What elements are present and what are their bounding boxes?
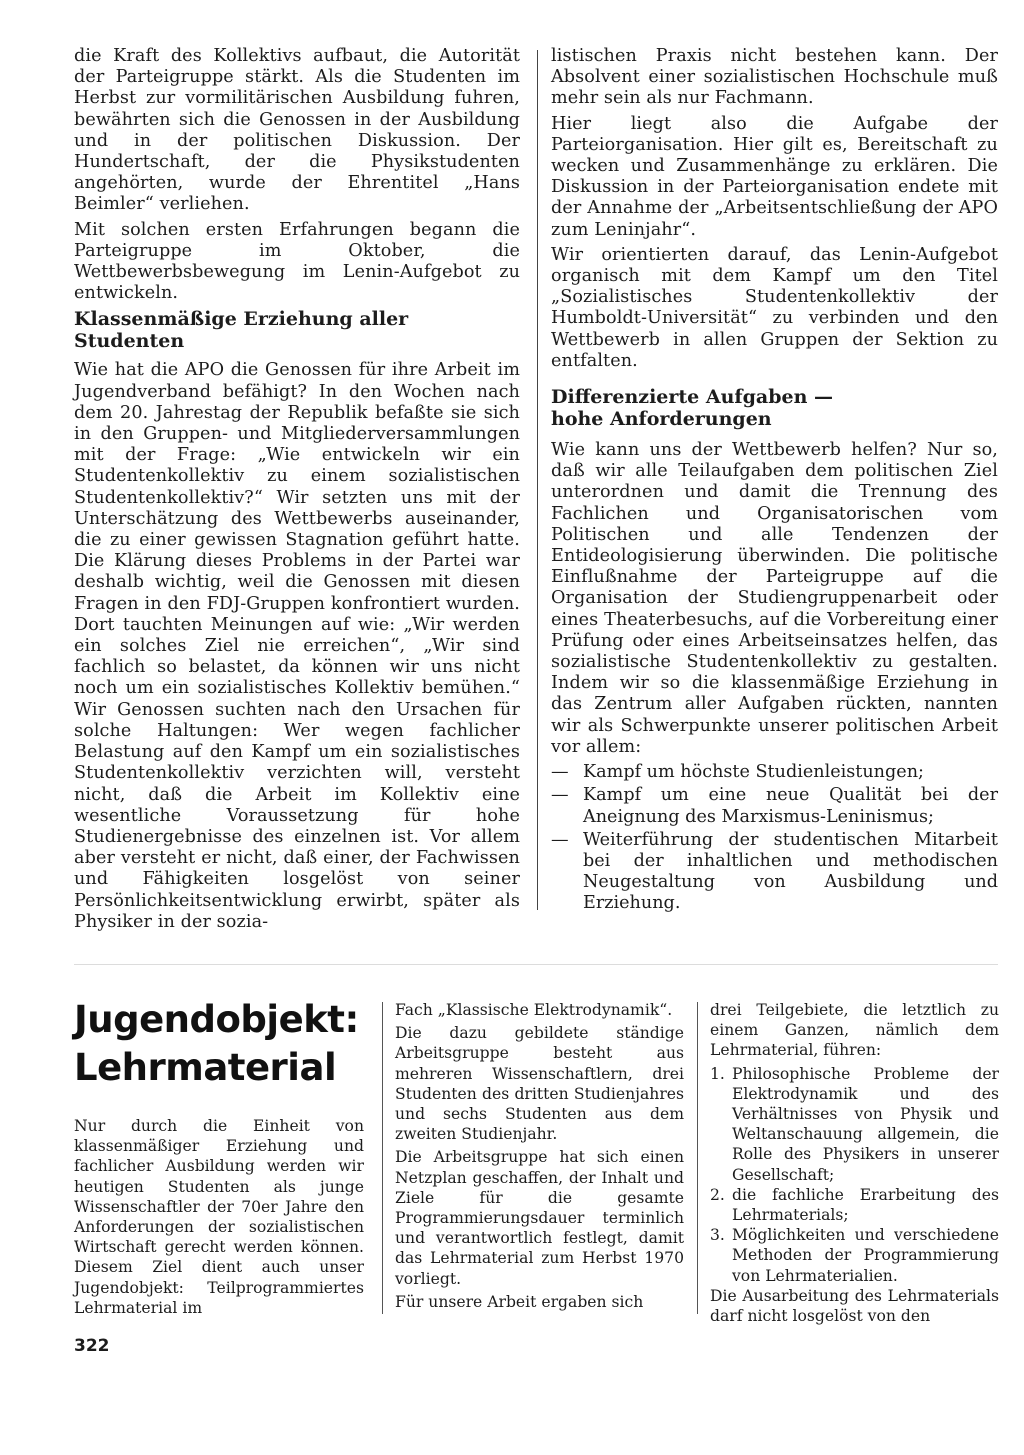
dash-bullet: — — [551, 762, 569, 783]
paragraph: die Kraft des Kollektivs aufbaut, die Autorität der Parteigruppe stärkt. Als die Studenten im Herbst zur vormilitärischen Ausbildung fuhren, bewährten sich die Genossen in der Ausbildung und in der politischen Diskussion. Der Hundertschaft, der die Physikstudenten angehörten, wurde der Ehrentitel „Hans Beimler“ verliehen. — [74, 46, 520, 215]
list-item — [710, 1185, 999, 1225]
section-heading: Klassenmäßige Erziehung aller Studenten — [74, 308, 409, 353]
column-divider — [537, 50, 538, 910]
list-item-text: Kampf um eine neue Qualität bei der Aneignung des Marxismus-Leninismus; — [583, 785, 998, 827]
list-item-text: Philosophische Probleme der Elektrodynamik und des Verhältnisses von Physik und Weltanschauung allgemein, die Rolle des Physikers in unserer Gesellschaft; — [732, 1064, 999, 1184]
paragraph: Wir orientierten darauf, das Lenin-Aufgebot organisch mit dem Kampf um den Titel „Sozialistisches Studentenkollektiv der Humboldt-Universität“ zu verbinden und den Wettbewerb in allen Gruppen der Sektion zu entfalten. — [551, 244, 998, 371]
list-item-text: Möglichkeiten und verschiedene Methoden der Programmierung von Lehrmaterialien. — [732, 1226, 999, 1285]
paragraph: Nur durch die Einheit von klassenmäßiger Erziehung und fachlicher Ausbildung werden wir heutigen Studenten als junge Wissenschaftler der 70er Jahre den Anforderungen der sozialistischen Wirtschaft gerecht werden können. Diesem Ziel dient auch unser Jugendobjekt: Teilprogrammiertes Lehrmaterial im — [74, 1117, 364, 1317]
paragraph: Hier liegt also die Aufgabe der Parteiorganisation. Hier gilt es, Bereitschaft zu wecken und Zusammenhänge zu erklären. Die Diskussion in der Parteiorganisation endete mit der Annahme der „Arbeitsentschließung der APO zum Leninjahr“. — [551, 113, 998, 240]
paragraph: Die Arbeitsgruppe hat sich einen Netzplan geschaffen, der Inhalt und Ziele für die gesamte Programmierungsdauer terminlich und verantwortlich festlegt, damit das Lehrmaterial zum Herbst 1970 vorliegt. — [395, 1148, 684, 1288]
headline-line: Jugendobjekt: — [74, 998, 359, 1041]
section-heading-line: Differenzierte Aufgaben — — [551, 386, 834, 409]
dash-bullet: — — [551, 785, 569, 806]
list-number: 3. — [710, 1226, 725, 1245]
paragraph: Wie hat die APO die Genossen für ihre Arbeit im Jugendverband befähigt? In den Wochen nach dem 20. Jahrestag der Republik befaßte sie sich in den Gruppen- und Mitgliederversammlungen mit der Frage: „Wie entwickeln wir ein Studentenkollektiv zu einem sozialistischen Studentenkollektiv?“ Wir setzten uns mit der Unterschätzung des Wettbewerbs auseinander, die zu einer gewissen Stagnation geführt hatte. Die Klärung dieses Problems in der Partei war deshalb wichtig, weil die Genossen mit diesen Fragen in den FDJ-Gruppen konfrontiert wurden. Dort tauchten Meinungen auf wie: „Wir werden ein solches Ziel nie erreichen“, „Wir sind fachlich so belastet, da können wir uns nicht noch um ein sozialistisches Kollektiv bemühen.“ Wir Genossen suchten nach den Ursachen für solche Haltungen: Wer wegen fachlicher Belastung auf den Kampf um ein sozialistisches Studentenkollektiv verzichten will, versteht nicht, daß die Arbeit im Kollektiv eine wesentliche Voraussetzung für hohe Studienergebnisse des einzelnen ist. Vor allem aber versteht er nicht, daß einer, der Fachwissen und Fähigkeiten losgelöst von seiner Persönlichkeitsentwicklung erwirbt, später als Physiker in der sozia- — [74, 360, 520, 932]
list-item — [710, 1225, 999, 1286]
list-item-text: Weiterführung der studentischen Mitarbeit bei der inhaltlichen und methodischen Neugestaltung von Ausbildung und Erziehung. — [583, 829, 998, 914]
paragraph: Die Ausarbeitung des Lehrmaterials darf nicht losgelöst von den — [710, 1286, 999, 1326]
column-divider — [382, 1002, 383, 1314]
list-item — [551, 785, 998, 827]
list-number: 2. — [710, 1185, 725, 1204]
section-heading — [551, 386, 998, 430]
paragraph: Die dazu gebildete ständige Arbeitsgruppe besteht aus mehreren Wissenschaftlern, drei Studenten des dritten Studienjahres und sechs Studenten aus dem zweiten Studienjahr. — [395, 1024, 684, 1144]
list-item-text: Kampf um höchste Studienleistungen; — [583, 762, 924, 783]
dash-bullet: — — [551, 829, 569, 850]
section-heading-line: hohe Anforderungen — [551, 408, 772, 431]
numbered-list — [710, 1064, 999, 1286]
paragraph: Für unsere Arbeit ergaben sich — [395, 1292, 644, 1311]
paragraph: Mit solchen ersten Erfahrungen begann die Parteigruppe im Oktober, die Wettbewerbsbewegung im Lenin-Aufgebot zu entwickeln. — [74, 219, 520, 304]
page-number: 322 — [74, 1336, 110, 1356]
headline-line: Lehrmaterial — [74, 1046, 337, 1089]
list-item-text: die fachliche Erarbeitung des Lehrmaterials; — [732, 1185, 999, 1225]
article-headline — [74, 996, 364, 1092]
bottom-column-3 — [710, 1000, 999, 1329]
paragraph: Fach „Klassische Elektrodynamik“. — [395, 1001, 673, 1019]
top-left-column — [74, 46, 520, 937]
list-item — [551, 830, 998, 915]
list-item — [551, 762, 998, 783]
bottom-column-2 — [395, 1000, 684, 1315]
section-separator — [74, 964, 998, 965]
top-right-column — [551, 46, 998, 917]
dash-list — [551, 762, 998, 914]
bottom-column-1 — [74, 1116, 364, 1321]
list-number: 1. — [710, 1064, 725, 1083]
paragraph: listischen Praxis nicht bestehen kann. Der Absolvent einer sozialistischen Hochschule muß mehr sein als nur Fachmann. — [551, 46, 998, 109]
paragraph: drei Teilgebiete, die letztlich zu einem Ganzen, nämlich dem Lehrmaterial, führen: — [710, 1001, 999, 1060]
paragraph: Wie kann uns der Wettbewerb helfen? Nur so, daß wir alle Teilaufgaben dem politischen Ziel unterordnen und damit die Trennung des Fachlichen und Organisatorischen vom Politischen und alle Tendenzen der Entideologisierung überwinden. Die politische Einflußnahme der Parteigruppe auf die Organisation der Studiengruppenarbeit oder eines Theaterbesuchs, auf die Vorbereitung einer Prüfung oder eines Arbeitseinsatzes helfen, das sozialistische Studentenkollektiv zu gestalten. Indem wir so die klassenmäßige Erziehung in das Zentrum aller Aufgaben rückten, nannten wir als Schwerpunkte unserer politischen Arbeit vor allem: — [551, 440, 998, 757]
column-divider — [697, 1002, 698, 1314]
list-item — [710, 1064, 999, 1185]
